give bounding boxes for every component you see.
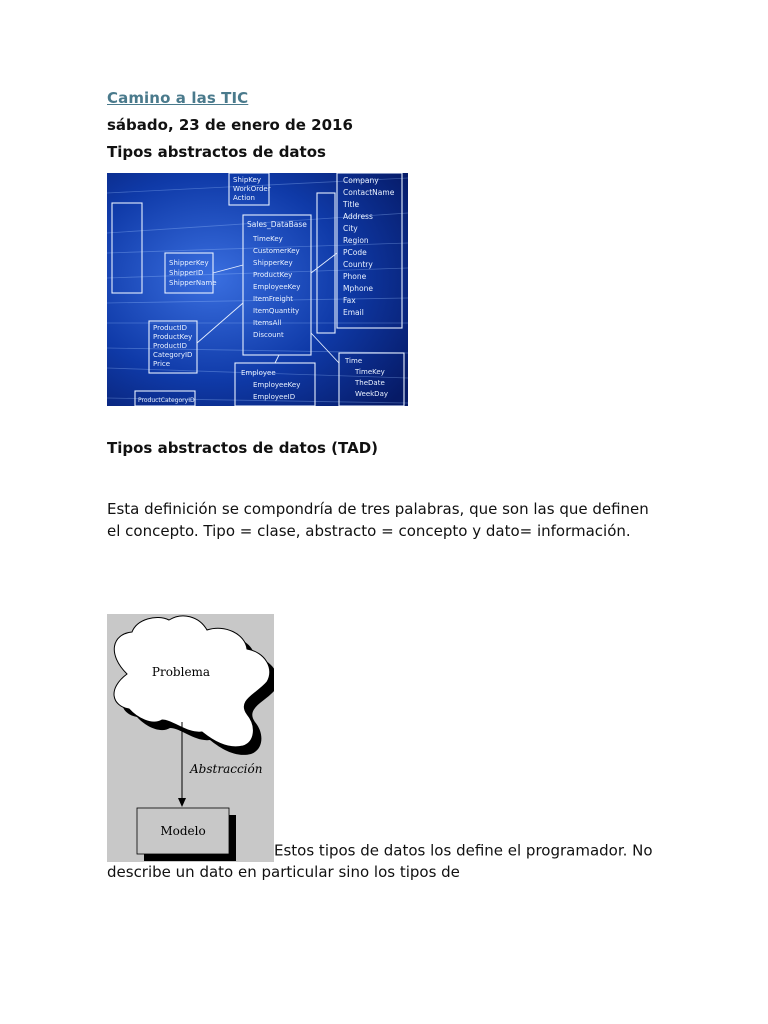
hero-label: ItemFreight (253, 295, 294, 303)
figure-with-text (107, 614, 662, 884)
hero-label: ShipperID (169, 269, 204, 277)
hero-label: ShipperKey (169, 259, 209, 267)
database-schema-image (107, 173, 408, 406)
hero-label: TimeKey (253, 235, 283, 243)
hero-label: ProductKey (253, 271, 293, 279)
hero-label: Country (343, 260, 373, 269)
hero-label: Fax (343, 296, 356, 305)
post-title: Tipos abstractos de datos (107, 143, 326, 161)
hero-bottom-left-table (138, 397, 195, 404)
hero-label: WeekDay (355, 390, 389, 398)
hero-label: ShipKey (233, 176, 261, 184)
post-content (107, 88, 667, 884)
hero-label: WorkOrder (233, 185, 271, 193)
hero-label: ShipperName (169, 279, 217, 287)
hero-label: Price (153, 360, 171, 368)
hero-label: Discount (253, 331, 284, 339)
hero-label: EmployeeKey (253, 283, 301, 291)
hero-label: ItemsAll (253, 319, 282, 327)
paragraph-description: Estos tipos de datos los define el programador. No describe un dato en particular sino los tipos de (107, 841, 653, 881)
hero-label: PCode (343, 248, 367, 257)
hero-label: City (343, 224, 358, 233)
blog-title-link[interactable]: Camino a las TIC (107, 89, 249, 107)
model-label: Modelo (160, 824, 206, 838)
hero-label: TheDate (355, 379, 385, 387)
hero-label: ContactName (343, 188, 395, 197)
hero-label: TimeKey (355, 368, 385, 376)
hero-label: Title (343, 200, 360, 209)
hero-label: Sales_DataBase (247, 220, 307, 229)
problem-label: Problema (151, 665, 211, 679)
hero-label: CategoryID (153, 351, 193, 359)
hero-label: ProductKey (153, 333, 193, 341)
hero-label: EmployeeKey (253, 381, 301, 389)
hero-label: ItemQuantity (253, 307, 300, 315)
abstraction-diagram (107, 614, 274, 862)
hero-label: ShipperKey (253, 259, 293, 267)
hero-label: ProductID (153, 324, 188, 332)
hero-label: Email (343, 308, 364, 317)
paragraph-definition: Esta definición se compondría de tres palabras, que son las que definen el concepto. Tipo = clase, abstracto = concepto y dato= información. (107, 500, 649, 540)
hero-label: ProductID (153, 342, 188, 350)
hero-label: Phone (343, 272, 367, 281)
section-heading: Tipos abstractos de datos (TAD) (107, 439, 379, 457)
hero-label: Address (343, 212, 373, 221)
hero-label: Employee (241, 369, 276, 377)
hero-label: Action (233, 194, 255, 202)
hero-label: Mphone (343, 284, 373, 293)
hero-label: Region (343, 236, 369, 245)
post-date: sábado, 23 de enero de 2016 (107, 116, 353, 134)
hero-label: Time (345, 357, 363, 365)
hero-label: ProductCategoryID (138, 397, 195, 404)
abstraction-label: Abstracción (190, 762, 263, 776)
hero-label: CustomerKey (253, 247, 300, 255)
hero-label: Company (343, 176, 379, 185)
hero-label: EmployeeID (253, 393, 296, 401)
